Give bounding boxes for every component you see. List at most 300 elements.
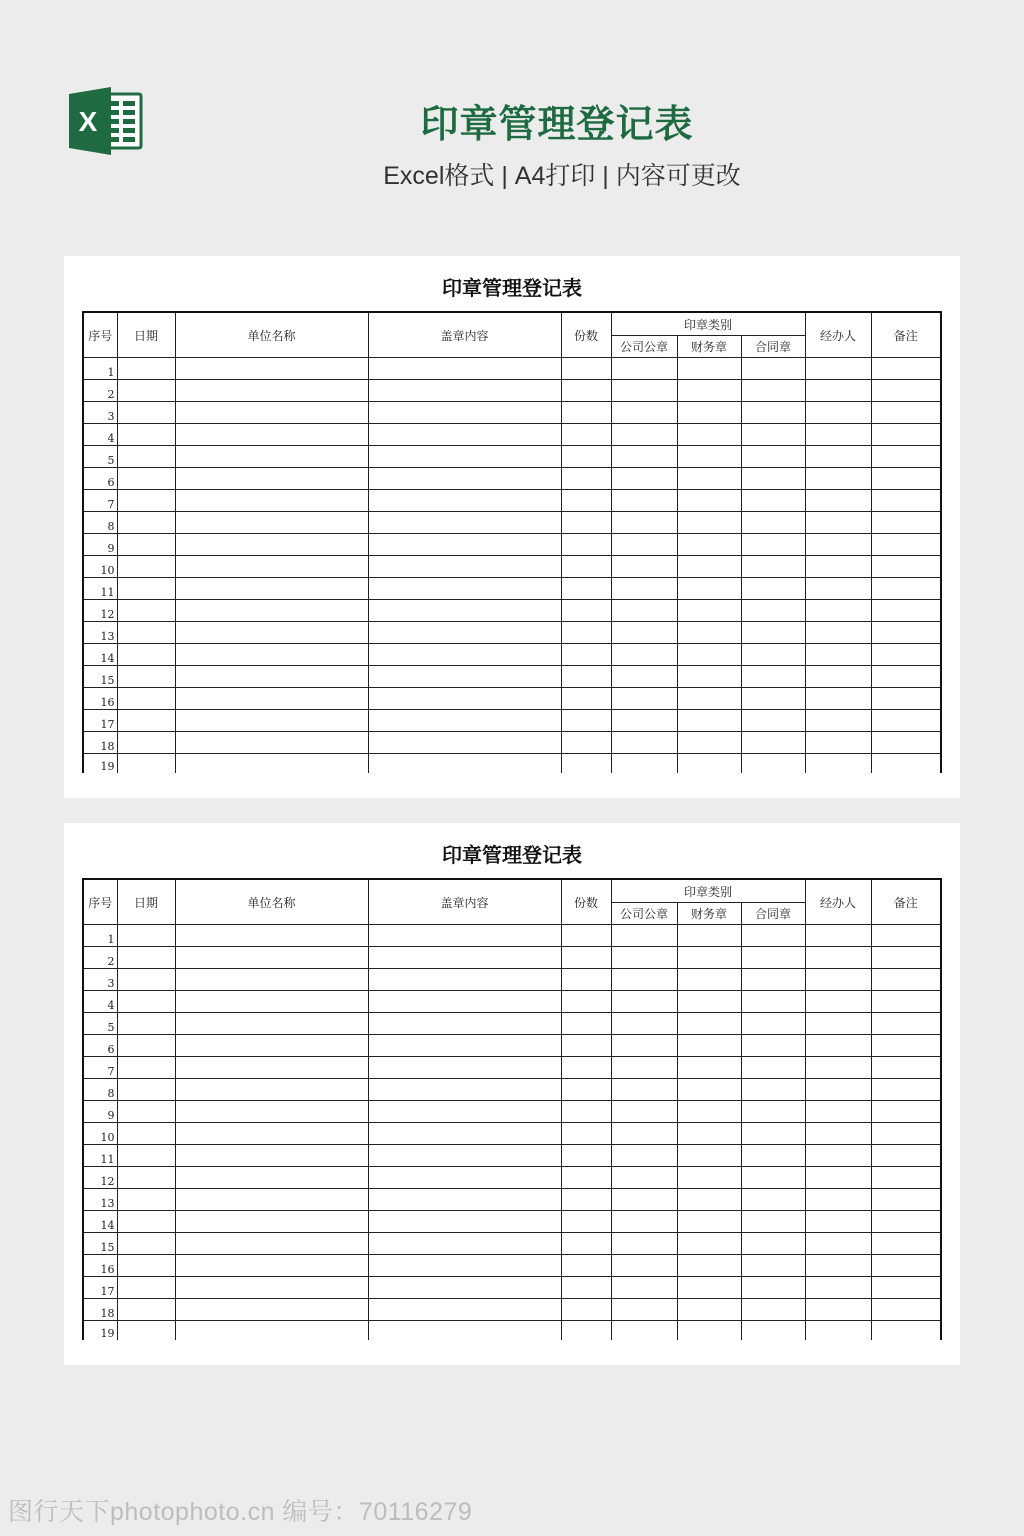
table-cell[interactable] <box>741 1079 805 1101</box>
table-cell[interactable] <box>611 1035 677 1057</box>
table-cell[interactable] <box>368 947 561 969</box>
table-cell[interactable] <box>561 1057 611 1079</box>
table-cell[interactable] <box>805 1057 871 1079</box>
table-cell[interactable] <box>561 666 611 688</box>
table-cell[interactable] <box>611 1013 677 1035</box>
table-cell[interactable] <box>611 1079 677 1101</box>
table-cell[interactable] <box>117 1211 175 1233</box>
table-cell[interactable] <box>805 732 871 754</box>
table-cell[interactable] <box>368 556 561 578</box>
table-cell[interactable] <box>805 578 871 600</box>
table-cell[interactable] <box>871 666 941 688</box>
table-cell[interactable] <box>677 358 741 380</box>
table-cell[interactable] <box>741 1035 805 1057</box>
table-cell[interactable] <box>117 358 175 380</box>
table-cell[interactable] <box>561 534 611 556</box>
table-cell[interactable] <box>175 991 368 1013</box>
table-cell[interactable] <box>117 1035 175 1057</box>
table-cell[interactable] <box>175 490 368 512</box>
table-cell[interactable] <box>561 380 611 402</box>
table-cell[interactable] <box>871 925 941 947</box>
table-cell[interactable] <box>871 1145 941 1167</box>
table-cell[interactable] <box>741 622 805 644</box>
table-cell[interactable] <box>175 1255 368 1277</box>
table-cell[interactable] <box>677 1123 741 1145</box>
table-cell[interactable] <box>611 1211 677 1233</box>
table-cell[interactable] <box>677 446 741 468</box>
table-cell[interactable] <box>805 622 871 644</box>
table-cell[interactable] <box>561 1189 611 1211</box>
table-cell[interactable] <box>741 1145 805 1167</box>
table-cell[interactable] <box>871 1277 941 1299</box>
table-cell[interactable] <box>368 1255 561 1277</box>
table-cell[interactable] <box>117 1299 175 1321</box>
table-cell[interactable] <box>741 925 805 947</box>
table-cell[interactable] <box>871 754 941 774</box>
table-cell[interactable] <box>611 1189 677 1211</box>
table-cell[interactable] <box>741 468 805 490</box>
table-cell[interactable] <box>175 1035 368 1057</box>
table-cell[interactable] <box>368 1101 561 1123</box>
table-cell[interactable] <box>741 732 805 754</box>
table-cell[interactable] <box>677 1255 741 1277</box>
table-cell[interactable] <box>677 578 741 600</box>
table-cell[interactable] <box>117 1145 175 1167</box>
table-cell[interactable] <box>741 1255 805 1277</box>
table-cell[interactable] <box>871 710 941 732</box>
table-cell[interactable] <box>117 1189 175 1211</box>
table-cell[interactable] <box>175 1013 368 1035</box>
table-cell[interactable] <box>117 754 175 774</box>
table-cell[interactable] <box>871 1167 941 1189</box>
table-cell[interactable] <box>741 380 805 402</box>
table-cell[interactable] <box>368 1079 561 1101</box>
table-cell[interactable] <box>611 402 677 424</box>
table-cell[interactable] <box>117 1101 175 1123</box>
table-cell[interactable] <box>175 1211 368 1233</box>
table-cell[interactable] <box>175 1123 368 1145</box>
table-cell[interactable] <box>805 490 871 512</box>
table-cell[interactable] <box>561 622 611 644</box>
table-cell[interactable] <box>117 468 175 490</box>
table-cell[interactable] <box>175 622 368 644</box>
table-cell[interactable] <box>805 1123 871 1145</box>
table-cell[interactable] <box>368 1211 561 1233</box>
table-cell[interactable] <box>611 578 677 600</box>
table-cell[interactable] <box>677 666 741 688</box>
table-cell[interactable] <box>677 1299 741 1321</box>
table-cell[interactable] <box>741 1013 805 1035</box>
table-cell[interactable] <box>368 991 561 1013</box>
table-cell[interactable] <box>368 424 561 446</box>
table-cell[interactable] <box>677 732 741 754</box>
table-cell[interactable] <box>117 512 175 534</box>
table-cell[interactable] <box>368 688 561 710</box>
table-cell[interactable] <box>741 1167 805 1189</box>
table-cell[interactable] <box>368 1299 561 1321</box>
table-cell[interactable] <box>368 732 561 754</box>
table-cell[interactable] <box>561 1277 611 1299</box>
table-cell[interactable] <box>175 1057 368 1079</box>
table-cell[interactable] <box>871 732 941 754</box>
table-cell[interactable] <box>805 358 871 380</box>
table-cell[interactable] <box>117 1079 175 1101</box>
table-cell[interactable] <box>805 688 871 710</box>
table-cell[interactable] <box>611 688 677 710</box>
table-cell[interactable] <box>805 424 871 446</box>
table-cell[interactable] <box>368 402 561 424</box>
table-cell[interactable] <box>741 1101 805 1123</box>
table-cell[interactable] <box>871 1255 941 1277</box>
table-cell[interactable] <box>117 380 175 402</box>
table-cell[interactable] <box>805 556 871 578</box>
table-cell[interactable] <box>871 688 941 710</box>
table-cell[interactable] <box>611 666 677 688</box>
table-cell[interactable] <box>561 1299 611 1321</box>
table-cell[interactable] <box>117 490 175 512</box>
table-cell[interactable] <box>175 534 368 556</box>
table-cell[interactable] <box>871 1299 941 1321</box>
table-cell[interactable] <box>741 947 805 969</box>
table-cell[interactable] <box>117 925 175 947</box>
table-cell[interactable] <box>368 1167 561 1189</box>
table-cell[interactable] <box>611 754 677 774</box>
table-cell[interactable] <box>561 556 611 578</box>
table-cell[interactable] <box>741 512 805 534</box>
table-cell[interactable] <box>677 710 741 732</box>
table-cell[interactable] <box>175 1233 368 1255</box>
table-cell[interactable] <box>805 1167 871 1189</box>
table-cell[interactable] <box>117 1321 175 1341</box>
table-cell[interactable] <box>871 578 941 600</box>
table-cell[interactable] <box>611 468 677 490</box>
table-cell[interactable] <box>805 402 871 424</box>
table-cell[interactable] <box>805 947 871 969</box>
table-cell[interactable] <box>871 402 941 424</box>
table-cell[interactable] <box>117 578 175 600</box>
table-cell[interactable] <box>805 600 871 622</box>
table-cell[interactable] <box>871 424 941 446</box>
table-cell[interactable] <box>677 688 741 710</box>
table-cell[interactable] <box>175 925 368 947</box>
table-cell[interactable] <box>561 710 611 732</box>
table-cell[interactable] <box>805 666 871 688</box>
table-cell[interactable] <box>117 1123 175 1145</box>
table-cell[interactable] <box>561 688 611 710</box>
table-cell[interactable] <box>871 1057 941 1079</box>
table-cell[interactable] <box>368 358 561 380</box>
table-cell[interactable] <box>611 969 677 991</box>
table-cell[interactable] <box>871 556 941 578</box>
table-cell[interactable] <box>117 1057 175 1079</box>
table-cell[interactable] <box>175 556 368 578</box>
table-cell[interactable] <box>368 1013 561 1035</box>
table-cell[interactable] <box>611 534 677 556</box>
table-cell[interactable] <box>175 710 368 732</box>
table-cell[interactable] <box>368 710 561 732</box>
table-cell[interactable] <box>561 991 611 1013</box>
table-cell[interactable] <box>117 969 175 991</box>
table-cell[interactable] <box>805 754 871 774</box>
table-cell[interactable] <box>741 1321 805 1341</box>
table-cell[interactable] <box>368 578 561 600</box>
table-cell[interactable] <box>741 666 805 688</box>
table-cell[interactable] <box>368 1233 561 1255</box>
table-cell[interactable] <box>117 710 175 732</box>
table-cell[interactable] <box>561 1079 611 1101</box>
table-cell[interactable] <box>741 1277 805 1299</box>
table-cell[interactable] <box>561 969 611 991</box>
table-cell[interactable] <box>677 925 741 947</box>
table-cell[interactable] <box>805 969 871 991</box>
table-cell[interactable] <box>561 1145 611 1167</box>
table-cell[interactable] <box>871 490 941 512</box>
table-cell[interactable] <box>611 490 677 512</box>
table-cell[interactable] <box>677 947 741 969</box>
table-cell[interactable] <box>871 644 941 666</box>
table-cell[interactable] <box>368 622 561 644</box>
table-cell[interactable] <box>741 644 805 666</box>
table-cell[interactable] <box>175 512 368 534</box>
table-cell[interactable] <box>561 1233 611 1255</box>
table-cell[interactable] <box>368 1321 561 1341</box>
table-cell[interactable] <box>611 925 677 947</box>
table-cell[interactable] <box>368 1035 561 1057</box>
table-cell[interactable] <box>561 1123 611 1145</box>
table-cell[interactable] <box>611 644 677 666</box>
table-cell[interactable] <box>677 534 741 556</box>
table-cell[interactable] <box>741 446 805 468</box>
table-cell[interactable] <box>805 1035 871 1057</box>
table-cell[interactable] <box>805 1321 871 1341</box>
table-cell[interactable] <box>175 1277 368 1299</box>
table-cell[interactable] <box>871 991 941 1013</box>
table-cell[interactable] <box>741 1299 805 1321</box>
table-cell[interactable] <box>368 754 561 774</box>
table-cell[interactable] <box>561 1035 611 1057</box>
table-cell[interactable] <box>677 1145 741 1167</box>
table-cell[interactable] <box>561 947 611 969</box>
table-cell[interactable] <box>677 556 741 578</box>
table-cell[interactable] <box>805 1299 871 1321</box>
table-cell[interactable] <box>677 1057 741 1079</box>
table-cell[interactable] <box>368 1123 561 1145</box>
table-cell[interactable] <box>871 1035 941 1057</box>
table-cell[interactable] <box>368 666 561 688</box>
table-cell[interactable] <box>871 1233 941 1255</box>
table-cell[interactable] <box>368 600 561 622</box>
table-cell[interactable] <box>805 468 871 490</box>
table-cell[interactable] <box>117 947 175 969</box>
table-cell[interactable] <box>611 1321 677 1341</box>
table-cell[interactable] <box>175 1145 368 1167</box>
table-cell[interactable] <box>741 402 805 424</box>
table-cell[interactable] <box>175 1101 368 1123</box>
table-cell[interactable] <box>368 925 561 947</box>
table-cell[interactable] <box>741 1123 805 1145</box>
table-cell[interactable] <box>561 490 611 512</box>
table-cell[interactable] <box>871 1321 941 1341</box>
table-cell[interactable] <box>117 1013 175 1035</box>
table-cell[interactable] <box>561 1013 611 1035</box>
table-cell[interactable] <box>175 446 368 468</box>
table-cell[interactable] <box>805 1255 871 1277</box>
table-cell[interactable] <box>611 1167 677 1189</box>
table-cell[interactable] <box>368 490 561 512</box>
table-cell[interactable] <box>561 402 611 424</box>
table-cell[interactable] <box>561 1321 611 1341</box>
table-cell[interactable] <box>368 644 561 666</box>
table-cell[interactable] <box>117 1233 175 1255</box>
table-cell[interactable] <box>677 1167 741 1189</box>
table-cell[interactable] <box>561 512 611 534</box>
table-cell[interactable] <box>677 1321 741 1341</box>
table-cell[interactable] <box>368 534 561 556</box>
table-cell[interactable] <box>871 534 941 556</box>
table-cell[interactable] <box>175 688 368 710</box>
table-cell[interactable] <box>741 578 805 600</box>
table-cell[interactable] <box>805 1189 871 1211</box>
table-cell[interactable] <box>561 446 611 468</box>
table-cell[interactable] <box>117 600 175 622</box>
table-cell[interactable] <box>611 732 677 754</box>
table-cell[interactable] <box>611 710 677 732</box>
table-cell[interactable] <box>805 512 871 534</box>
table-cell[interactable] <box>175 1299 368 1321</box>
table-cell[interactable] <box>117 402 175 424</box>
table-cell[interactable] <box>117 556 175 578</box>
table-cell[interactable] <box>805 710 871 732</box>
table-cell[interactable] <box>677 1079 741 1101</box>
table-cell[interactable] <box>805 1211 871 1233</box>
table-cell[interactable] <box>611 622 677 644</box>
table-cell[interactable] <box>561 754 611 774</box>
table-cell[interactable] <box>871 1189 941 1211</box>
table-cell[interactable] <box>741 1189 805 1211</box>
table-cell[interactable] <box>175 578 368 600</box>
table-cell[interactable] <box>368 468 561 490</box>
table-cell[interactable] <box>611 1277 677 1299</box>
table-cell[interactable] <box>611 1233 677 1255</box>
table-cell[interactable] <box>677 600 741 622</box>
table-cell[interactable] <box>561 600 611 622</box>
table-cell[interactable] <box>677 1233 741 1255</box>
table-cell[interactable] <box>871 512 941 534</box>
table-cell[interactable] <box>561 578 611 600</box>
table-cell[interactable] <box>677 991 741 1013</box>
table-cell[interactable] <box>741 534 805 556</box>
table-cell[interactable] <box>175 402 368 424</box>
table-cell[interactable] <box>561 1211 611 1233</box>
table-cell[interactable] <box>117 688 175 710</box>
table-cell[interactable] <box>871 1101 941 1123</box>
table-cell[interactable] <box>175 754 368 774</box>
table-cell[interactable] <box>117 1277 175 1299</box>
table-cell[interactable] <box>368 1277 561 1299</box>
table-cell[interactable] <box>741 358 805 380</box>
table-cell[interactable] <box>611 1123 677 1145</box>
table-cell[interactable] <box>677 1189 741 1211</box>
table-cell[interactable] <box>368 512 561 534</box>
table-cell[interactable] <box>117 1167 175 1189</box>
table-cell[interactable] <box>741 556 805 578</box>
table-cell[interactable] <box>561 424 611 446</box>
table-cell[interactable] <box>741 754 805 774</box>
table-cell[interactable] <box>741 424 805 446</box>
table-cell[interactable] <box>611 947 677 969</box>
table-cell[interactable] <box>117 732 175 754</box>
table-cell[interactable] <box>805 1277 871 1299</box>
table-cell[interactable] <box>741 688 805 710</box>
table-cell[interactable] <box>611 1101 677 1123</box>
table-cell[interactable] <box>368 446 561 468</box>
table-cell[interactable] <box>677 969 741 991</box>
table-cell[interactable] <box>368 1145 561 1167</box>
table-cell[interactable] <box>611 1145 677 1167</box>
table-cell[interactable] <box>677 1013 741 1035</box>
table-cell[interactable] <box>871 600 941 622</box>
table-cell[interactable] <box>175 380 368 402</box>
table-cell[interactable] <box>805 644 871 666</box>
table-cell[interactable] <box>368 969 561 991</box>
table-cell[interactable] <box>175 969 368 991</box>
table-cell[interactable] <box>175 468 368 490</box>
table-cell[interactable] <box>611 424 677 446</box>
table-cell[interactable] <box>561 358 611 380</box>
table-cell[interactable] <box>677 1101 741 1123</box>
table-cell[interactable] <box>805 446 871 468</box>
table-cell[interactable] <box>117 666 175 688</box>
table-cell[interactable] <box>175 666 368 688</box>
table-cell[interactable] <box>677 622 741 644</box>
table-cell[interactable] <box>805 1101 871 1123</box>
table-cell[interactable] <box>175 1189 368 1211</box>
table-cell[interactable] <box>871 358 941 380</box>
table-cell[interactable] <box>561 644 611 666</box>
table-cell[interactable] <box>677 424 741 446</box>
table-cell[interactable] <box>677 644 741 666</box>
table-cell[interactable] <box>175 600 368 622</box>
table-cell[interactable] <box>175 1167 368 1189</box>
table-cell[interactable] <box>871 947 941 969</box>
table-cell[interactable] <box>561 1255 611 1277</box>
table-cell[interactable] <box>741 1233 805 1255</box>
table-cell[interactable] <box>871 468 941 490</box>
table-cell[interactable] <box>805 991 871 1013</box>
table-cell[interactable] <box>677 1035 741 1057</box>
table-cell[interactable] <box>611 1057 677 1079</box>
table-cell[interactable] <box>741 490 805 512</box>
table-cell[interactable] <box>677 754 741 774</box>
table-cell[interactable] <box>368 1057 561 1079</box>
table-cell[interactable] <box>175 644 368 666</box>
table-cell[interactable] <box>117 534 175 556</box>
table-cell[interactable] <box>611 1255 677 1277</box>
table-cell[interactable] <box>741 991 805 1013</box>
table-cell[interactable] <box>175 424 368 446</box>
table-cell[interactable] <box>611 600 677 622</box>
table-cell[interactable] <box>611 512 677 534</box>
table-cell[interactable] <box>871 1013 941 1035</box>
table-cell[interactable] <box>611 446 677 468</box>
table-cell[interactable] <box>871 1123 941 1145</box>
table-cell[interactable] <box>871 1211 941 1233</box>
table-cell[interactable] <box>561 468 611 490</box>
table-cell[interactable] <box>611 991 677 1013</box>
table-cell[interactable] <box>677 512 741 534</box>
table-cell[interactable] <box>117 424 175 446</box>
table-cell[interactable] <box>741 969 805 991</box>
